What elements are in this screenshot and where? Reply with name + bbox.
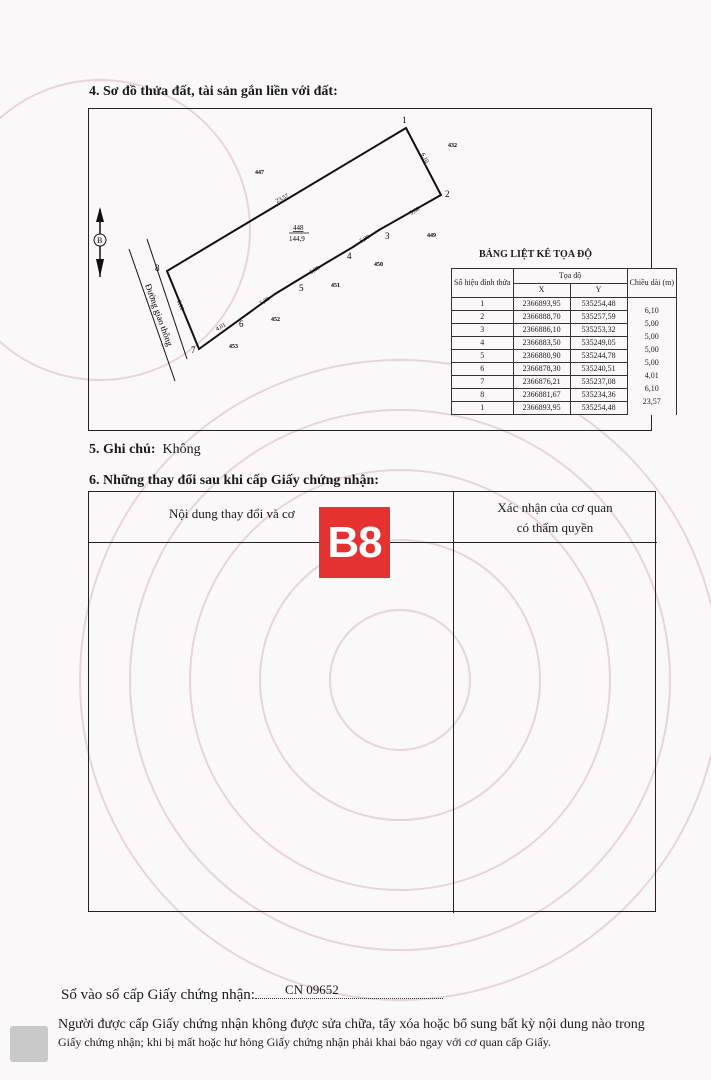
coord-cell-y: 535244,78	[570, 350, 627, 363]
edge-length: 6,10	[419, 152, 430, 165]
coord-cell-x: 2366893,95	[513, 402, 570, 415]
neighbor-453: 453	[229, 344, 238, 350]
coord-cell-x: 2366876,21	[513, 376, 570, 389]
north-arrow-tail	[96, 259, 104, 277]
coord-cell-length: 4,01	[627, 370, 676, 383]
coord-cell-y: 535234,36	[570, 389, 627, 402]
thumbnail-overlay[interactable]	[10, 1026, 48, 1062]
vertex-label-8: 8	[155, 263, 160, 273]
coord-cell-length	[627, 292, 676, 305]
edge-length: 5,00	[409, 206, 422, 217]
registration-dotted-line	[255, 984, 443, 999]
coord-cell-y: 535240,51	[570, 363, 627, 376]
table-divider	[453, 492, 454, 913]
edge-length: 5,00	[359, 234, 372, 245]
changes-col-right-header	[453, 498, 657, 538]
section5-value: Không	[162, 442, 201, 457]
coord-cell-y: 535257,59	[570, 311, 627, 324]
section6-title: 6. Những thay đổi sau khi cấp Giấy chứng nhận:	[89, 473, 379, 488]
coord-header-vertex: Số hiệu đỉnh thửa	[452, 269, 514, 298]
changes-col-left-header: Nội dung thay đổi và cơ	[169, 506, 295, 521]
coord-cell-length: 5,00	[627, 357, 676, 370]
neighbor-452: 452	[271, 317, 280, 323]
vertex-label-4: 4	[347, 251, 352, 261]
coord-cell-v: 6	[452, 363, 514, 376]
road-label: Đường giao thông	[143, 282, 175, 348]
parcel-area: 144,9	[289, 235, 305, 243]
coord-cell-x: 2366880,90	[513, 350, 570, 363]
coord-cell-y: 535249,05	[570, 337, 627, 350]
coord-cell-length: 6,10	[627, 383, 676, 396]
coord-cell-v: 8	[452, 389, 514, 402]
section4-title: 4. Sơ đồ thửa đất, tài sản gắn liền với đất:	[89, 84, 338, 99]
coord-cell-v: 2	[452, 311, 514, 324]
coord-cell-y: 535253,32	[570, 324, 627, 337]
vertex-label-6: 6	[239, 319, 244, 329]
registration-number: CN 09652	[284, 982, 339, 997]
vertex-label-3: 3	[385, 231, 390, 241]
coord-row	[452, 402, 677, 415]
watermark-logo: B8	[319, 507, 390, 578]
neighbor-432: 432	[448, 143, 457, 149]
edge-length: 6,10	[175, 299, 185, 312]
parcel-number: 448	[293, 224, 304, 232]
footer-note-line1: Người được cấp Giấy chứng nhận không được sửa chữa, tẩy xóa hoặc bổ sung bất kỳ nội dung nào trong	[58, 1017, 645, 1032]
coord-cell-length: 5,00	[627, 318, 676, 331]
vertex-label-5: 5	[299, 283, 304, 293]
neighbor-447: 447	[255, 170, 264, 176]
coord-cell-v: 1	[452, 402, 514, 415]
north-arrow-head	[96, 207, 104, 222]
neighbor-450: 450	[374, 262, 383, 268]
coord-cell-length: 5,00	[627, 344, 676, 357]
section5-title: 5. Ghi chú:	[89, 442, 156, 457]
vertex-label-1: 1	[402, 115, 407, 125]
coord-header-x: X	[513, 283, 570, 298]
coord-cell-x: 2366888,70	[513, 311, 570, 324]
coord-table-title: BẢNG LIỆT KÊ TỌA ĐỘ	[479, 249, 592, 260]
coord-header-length: Chiều dài (m)	[627, 269, 676, 298]
coord-cell-length: 6,10	[627, 305, 676, 318]
coord-cell-v: 1	[452, 298, 514, 311]
coord-cell-v: 5	[452, 350, 514, 363]
neighbor-449: 449	[427, 233, 436, 239]
coord-cell-x: 2366893,95	[513, 298, 570, 311]
vertex-label-7: 7	[191, 345, 196, 355]
changes-col-right-line2: có thẩm quyền	[516, 520, 594, 535]
coord-cell-y: 535254,48	[570, 298, 627, 311]
coord-cell-x: 2366883,50	[513, 337, 570, 350]
coord-cell-y: 535254,48	[570, 402, 627, 415]
coord-cell-v: 4	[452, 337, 514, 350]
edge-length: 4,01	[215, 322, 228, 333]
coord-cell-x: 2366881,67	[513, 389, 570, 402]
coord-cell-x: 2366886,10	[513, 324, 570, 337]
edge-length: 5,00	[259, 296, 272, 307]
edge-length: 23,57	[275, 193, 290, 205]
coord-cell-length: 5,00	[627, 331, 676, 344]
vertex-label-2: 2	[445, 189, 450, 199]
edge-length: 5,00	[309, 265, 322, 276]
coord-cell-v: 7	[452, 376, 514, 389]
coord-cell-x: 2366878,30	[513, 363, 570, 376]
neighbor-451: 451	[331, 283, 340, 289]
coord-table	[451, 268, 677, 415]
coord-header-coord: Tọa độ	[513, 269, 627, 284]
road-line	[129, 249, 175, 381]
coord-cell-v: 3	[452, 324, 514, 337]
changes-col-right-line1: Xác nhận của cơ quan	[497, 500, 613, 515]
registration-row	[61, 984, 443, 1004]
coord-cell-length: 23,57	[627, 396, 676, 409]
north-label: B	[97, 236, 103, 245]
registration-label: Số vào sổ cấp Giấy chứng nhận:	[61, 987, 255, 1003]
note-row	[89, 442, 201, 458]
coord-header-y: Y	[570, 283, 627, 298]
coord-cell-y: 535237,08	[570, 376, 627, 389]
footer-note-line2: Giấy chứng nhận; khi bị mất hoặc hư hỏng Giấy chứng nhận phải khai báo ngay với cơ quan cấp Giấy.	[58, 1035, 551, 1049]
